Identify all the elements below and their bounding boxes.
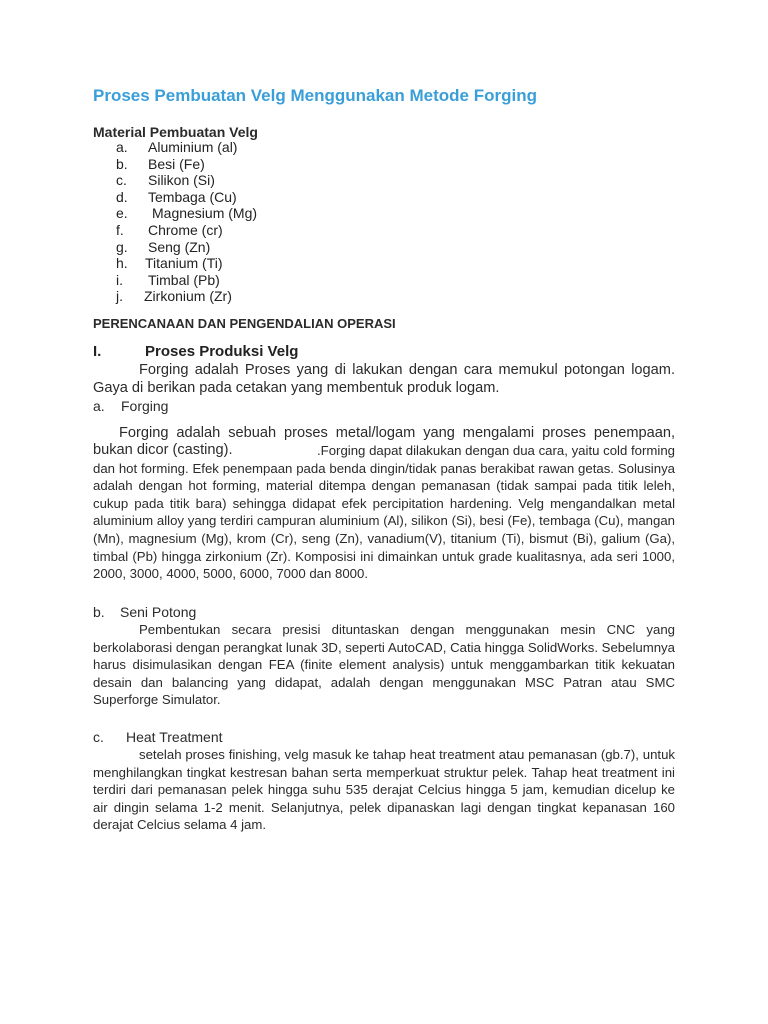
list-text: Zirkonium (Zr) [144,288,232,305]
list-letter: f. [116,221,124,238]
list-letter: i. [116,271,123,288]
list-letter: d. [116,188,128,205]
list-text: Magnesium (Mg) [152,205,258,222]
seni-potong-body: Pembentukan secara presisi dituntaskan dengan menggunakan mesin CNC yang berkolaborasi dengan perangkat lunak 3D, seperti AutoCAD, Catia hingga SolidWorks. Sebelumnya harus disimulasikan dengan FEA (finite element analysis) untuk menggambarkan titik kekuatan desain dan balancing yang didapat, adalah dengan menggunakan MSC Patran atau SMC Superforge Simulator. [93,622,675,708]
section-heading: PERENCANAAN DAN PENGENDALIAN OPERASI [93,316,396,331]
list-letter: g. [116,238,128,255]
list-letter: h. [116,255,128,272]
list-letter: e. [116,205,128,222]
sub-c-label: c. [93,729,104,745]
sub-a-label: a. [93,398,105,414]
sub-c-title: Heat Treatment [126,729,223,745]
material-heading: Material Pembuatan Velg [93,124,258,140]
forging-lead: Forging adalah sebuah proses metal/logam yang mengalami proses penempaan, bukan dicor (casting). [93,425,675,458]
list-text: Aluminium (al) [148,139,238,155]
sub-b-title: Seni Potong [120,604,197,620]
list-letter: j. [116,288,123,305]
list-letter: b. [116,155,128,172]
sub-a-title: Forging [121,398,169,414]
list-letter: a. [116,139,128,155]
list-text: Seng (Zn) [148,238,211,255]
document-title: Proses Pembuatan Velg Menggunakan Metode Forging [93,86,537,105]
list-text: Tembaga (Cu) [148,188,237,205]
forging-body: .Forging dapat dilakukan dengan dua cara, yaitu cold forming dan hot forming. Efek penempaan pada benda dingin/tidak panas berakibat rawan getas. Solusinya adalah dengan hot forming, material ditempa dengan pemanasan (tidak sampai pada titik leleh, cukup pada titik bara) sehingga didapat efek percipitation hardening. Velg mengandalkan metal aluminium alloy yang terdiri campuran aluminium (Al), silikon (Si), besi (Fe), tembaga (Cu), mangan (Mn), magnesium (Mg), krom (Cr), seng (Zn), vanadium(V), titanium (Ti), bismut (Bi), galium (Ga), timbal (Pb) hingga zirkonium (Zr). Komposisi ini dimainkan untuk grade kualitasnya, ada seri 1000, 2000, 3000, 4000, 5000, 6000, 7000 dan 8000. [93,443,675,582]
list-text: Titanium (Ti) [145,255,223,272]
list-letter: c. [116,172,127,189]
list-text: Besi (Fe) [148,155,205,172]
list-text: Timbal (Pb) [148,271,220,288]
list-text: Chrome (cr) [148,221,223,238]
list-text: Silikon (Si) [148,172,215,189]
sub-b-label: b. [93,604,105,620]
process-title: Proses Produksi Velg [145,343,299,360]
process-intro: Forging adalah Proses yang di lakukan dengan cara memukul potongan logam. Gaya di berikan pada cetakan yang membentuk produk logam. [93,362,675,396]
heat-treatment-body: setelah proses finishing, velg masuk ke tahap heat treatment atau pemanasan (gb.7), untuk menghilangkan tingkat kestresan bahan serta memperkuat struktur pelek. Tahap heat treatment ini terdiri dari pemanasan pelek hingga suhu 535 derajat Celcius hingga 5 jam, kemudian dicelup ke air dingin selama 1-2 menit. Selanjutnya, pelek dipanaskan lagi dengan tingkat kepanasan 160 derajat Celcius selama 4 jam. [93,747,675,833]
section-number: I. [93,343,102,360]
